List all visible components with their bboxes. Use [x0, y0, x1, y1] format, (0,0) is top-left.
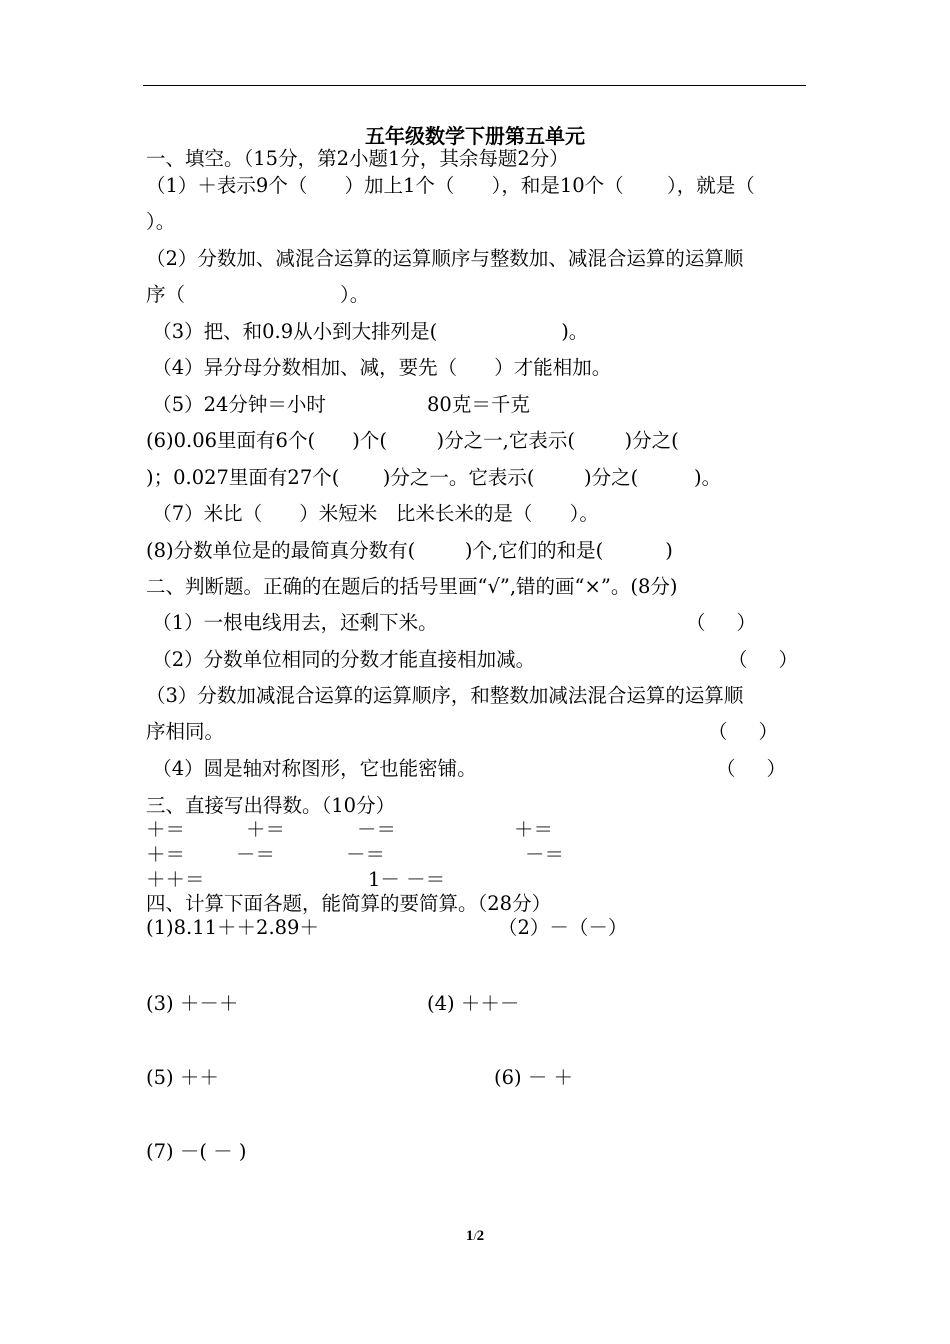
calc-p7: (7) －( － ) — [146, 1140, 247, 1163]
fill-q8: (8)分数单位是的最简真分数有( )个,它们的和是( ) — [146, 539, 673, 562]
oral-r2-c2: －＝ — [236, 843, 276, 866]
fill-q3: （3）把、和0.9从小到大排列是( )。 — [146, 320, 589, 343]
oral-r2-c4: －＝ — [525, 843, 565, 866]
calc-p1: (1)8.11＋＋2.89＋ — [146, 916, 319, 939]
calc-p4: (4) ＋＋－ — [427, 992, 520, 1015]
fill-q6-line1: (6)0.06里面有6个( )个( )分之一,它表示( )分之( — [146, 429, 679, 452]
page-title: 五年级数学下册第五单元 — [365, 124, 585, 148]
fill-q2-line2: 序（ ）。 — [146, 283, 370, 306]
oral-r2-c1: ＋＝ — [146, 843, 186, 866]
section1-heading: 一、填空。（15分，第2小题1分，其余每题2分） — [146, 147, 569, 170]
judge-q1-paren: （ ） — [686, 611, 756, 634]
judge-q4: （4）圆是轴对称图形，它也能密铺。 — [146, 757, 477, 780]
judge-q2-paren: （ ） — [728, 648, 798, 671]
oral-r1-c1: ＋＝ — [146, 818, 186, 841]
page-total: 2 — [476, 1228, 485, 1244]
fill-q5: （5）24分钟＝小时 — [146, 393, 326, 416]
oral-r3-c2: 1－ －＝ — [368, 868, 446, 891]
fill-q2-line1: （2）分数加、减混合运算的运算顺序与整数加、减混合运算的运算顺 — [146, 247, 744, 270]
calc-p5: (5) ＋＋ — [146, 1066, 219, 1089]
fill-q4: （4）异分母分数相加、减，要先（ ）才能相加。 — [146, 356, 612, 379]
fill-q6-line2: )；0.027里面有27个( )分之一。它表示( )分之( )。 — [146, 466, 722, 489]
judge-q3-line2: 序相同。 — [146, 720, 225, 743]
judge-q4-paren: （ ） — [716, 757, 786, 780]
section3-heading: 三、直接写出得数。（10分） — [146, 794, 396, 817]
section4-heading: 四、计算下面各题，能简算的要简算。（28分） — [146, 892, 552, 915]
oral-r1-c3: －＝ — [357, 818, 397, 841]
judge-q3-paren: （ ） — [708, 720, 778, 743]
calc-p6: (6) － ＋ — [494, 1066, 574, 1089]
calc-p3: (3) ＋－＋ — [146, 992, 239, 1015]
fill-q5-part2: 80克＝千克 — [427, 393, 530, 416]
oral-r2-c3: －＝ — [346, 843, 386, 866]
oral-r1-c4: ＋＝ — [514, 818, 554, 841]
judge-q3-line1: （3）分数加减混合运算的运算顺序，和整数加减法混合运算的运算顺 — [146, 684, 744, 707]
judge-q1: （1）一根电线用去，还剩下米。 — [146, 611, 438, 634]
fill-q1-line1: （1）＋表示9个（ ）加上1个（ ），和是10个（ ），就是（ — [146, 174, 755, 197]
page-current: 1 — [465, 1228, 474, 1244]
section2-heading: 二、判断题。正确的在题后的括号里画“√”,错的画“×”。(8分) — [146, 575, 678, 598]
fill-q1-line2: ）。 — [146, 210, 176, 233]
judge-q2: （2）分数单位相同的分数才能直接相加减。 — [146, 648, 536, 671]
oral-r1-c2: ＋＝ — [246, 818, 286, 841]
page-separator: / — [473, 1229, 477, 1243]
calc-p2: （2）－（－） — [498, 916, 628, 939]
page-number — [0, 1228, 950, 1245]
oral-r3-c1: ＋＋＝ — [146, 868, 205, 891]
fill-q7: （7）米比（ ）米短米 比米长米的是（ ）。 — [146, 502, 599, 525]
header-rule — [143, 85, 806, 86]
